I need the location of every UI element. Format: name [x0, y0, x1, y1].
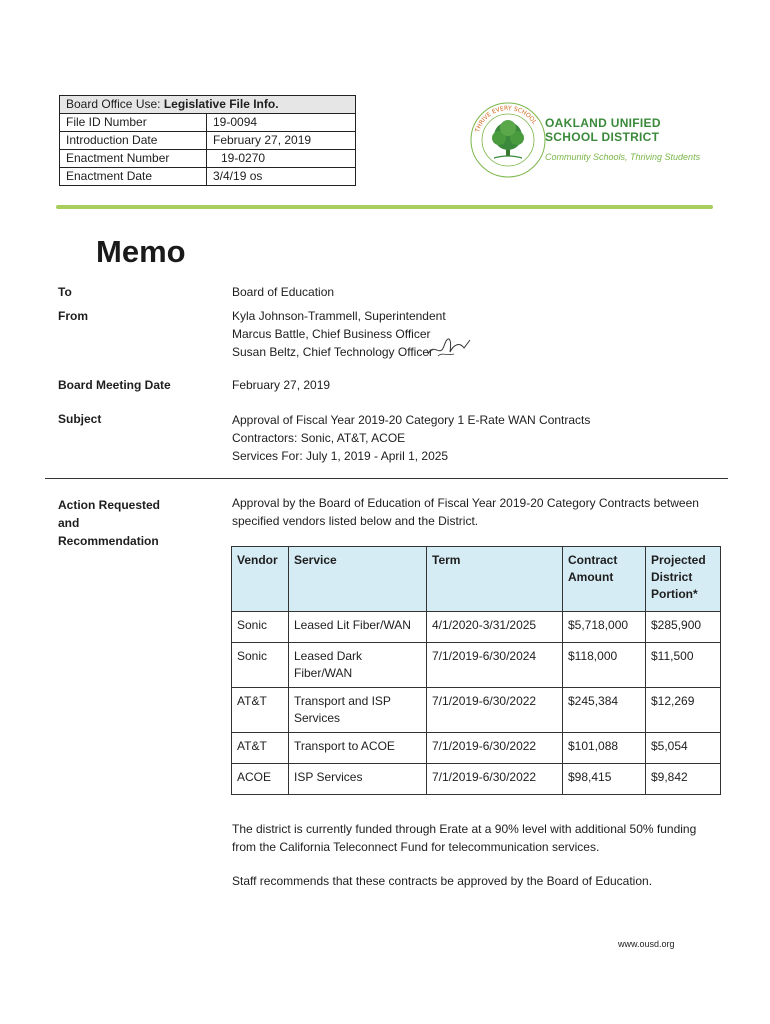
cell-vendor: AT&T [232, 688, 289, 733]
table-row [232, 764, 721, 795]
table-row [232, 733, 721, 764]
cell-service: Transport to ACOE [289, 733, 427, 764]
cell-portion: $285,900 [646, 612, 721, 643]
info-row-enactment-date [60, 168, 355, 185]
subject-line: Services For: July 1, 2019 - April 1, 2025 [232, 449, 449, 463]
org-name-line1: OAKLAND UNIFIED [545, 116, 661, 130]
from-line: Susan Beltz, Chief Technology Officer [232, 345, 433, 359]
cell-service: Leased Dark Fiber/WAN [289, 643, 427, 688]
org-name-line2: SCHOOL DISTRICT [545, 130, 660, 144]
cell-amount: $118,000 [563, 643, 646, 688]
subject-label: Subject [58, 412, 102, 426]
info-label: Enactment Date [60, 168, 207, 185]
from-label: From [58, 309, 88, 323]
recommendation-text: Staff recommends that these contracts be approved by the Board of Education. [232, 874, 653, 888]
subject-line: Approval of Fiscal Year 2019-20 Category 1 E-Rate WAN Contracts [232, 413, 591, 427]
cell-vendor: Sonic [232, 612, 289, 643]
cell-portion: $11,500 [646, 643, 721, 688]
meeting-date-label: Board Meeting Date [58, 378, 171, 392]
info-row-enactment-number [60, 150, 355, 168]
cell-term: 7/1/2019-6/30/2022 [427, 688, 563, 733]
meeting-date-value: February 27, 2019 [232, 378, 331, 392]
action-label-line: Recommendation [58, 534, 159, 548]
cell-portion: $9,842 [646, 764, 721, 795]
col-header-district-portion: Projected District Portion* [646, 547, 721, 612]
from-line: Marcus Battle, Chief Business Officer [232, 327, 431, 341]
action-label-line: Action Requested [58, 498, 161, 512]
funding-note: The district is currently funded through Erate at a 90% level with additional 50% funding from the California Teleconnect Fund for telecommunication services. [232, 822, 697, 854]
info-heading-prefix: Board Office Use: [66, 97, 161, 111]
org-branding [545, 116, 700, 162]
cell-service: Transport and ISP Services [289, 688, 427, 733]
cell-amount: $98,415 [563, 764, 646, 795]
col-header-service: Service [289, 547, 427, 612]
info-value: February 27, 2019 [213, 133, 312, 147]
signature-mark [424, 332, 474, 362]
action-label-line: and [58, 516, 80, 530]
cell-term: 7/1/2019-6/30/2024 [427, 643, 563, 688]
svg-text:THRIVE EVERY SCHOOL: THRIVE EVERY SCHOOL [474, 104, 538, 134]
cell-portion: $12,269 [646, 688, 721, 733]
col-header-vendor: Vendor [232, 547, 289, 612]
from-value [232, 307, 446, 361]
cell-service: Leased Lit Fiber/WAN [289, 612, 427, 643]
cell-vendor: AT&T [232, 733, 289, 764]
info-label: Enactment Number [60, 150, 207, 167]
info-heading-bold: Legislative File Info. [163, 97, 279, 111]
info-value: 3/4/19 os [213, 169, 263, 183]
legislative-info-box [59, 95, 356, 186]
cell-amount: $245,384 [563, 688, 646, 733]
cell-vendor: Sonic [232, 643, 289, 688]
table-header-row [232, 547, 721, 612]
info-label: File ID Number [60, 114, 207, 131]
header-divider [56, 205, 713, 209]
memo-title: Memo [96, 234, 186, 269]
info-value: 19-0094 [213, 115, 258, 129]
from-line: Kyla Johnson-Trammell, Superintendent [232, 309, 446, 323]
table-row [232, 643, 721, 688]
to-label: To [58, 285, 72, 299]
contracts-table [231, 546, 721, 795]
cell-amount: $5,718,000 [563, 612, 646, 643]
subject-value [232, 411, 590, 465]
action-label [58, 496, 160, 550]
subject-line: Contractors: Sonic, AT&T, ACOE [232, 431, 406, 445]
cell-term: 7/1/2019-6/30/2022 [427, 733, 563, 764]
action-text: Approval by the Board of Education of Fiscal Year 2019-20 Category Contracts between specified vendors listed below and the District. [232, 496, 699, 528]
cell-service: ISP Services [289, 764, 427, 795]
section-divider [45, 478, 728, 479]
info-value: 19-0270 [221, 151, 266, 165]
table-row [232, 688, 721, 733]
footer-url: www.ousd.org [618, 939, 675, 949]
cell-term: 4/1/2020-3/31/2025 [427, 612, 563, 643]
cell-vendor: ACOE [232, 764, 289, 795]
cell-amount: $101,088 [563, 733, 646, 764]
cell-portion: $5,054 [646, 733, 721, 764]
info-label: Introduction Date [60, 132, 207, 149]
col-header-contract-amount: Contract Amount [563, 547, 646, 612]
org-tagline: Community Schools, Thriving Students [545, 152, 701, 162]
info-row-intro-date [60, 132, 355, 150]
col-header-term: Term [427, 547, 563, 612]
table-row [232, 612, 721, 643]
cell-term: 7/1/2019-6/30/2022 [427, 764, 563, 795]
district-seal-logo [468, 100, 548, 180]
to-value: Board of Education [232, 285, 335, 299]
info-box-heading [60, 96, 355, 114]
info-row-file-id [60, 114, 355, 132]
